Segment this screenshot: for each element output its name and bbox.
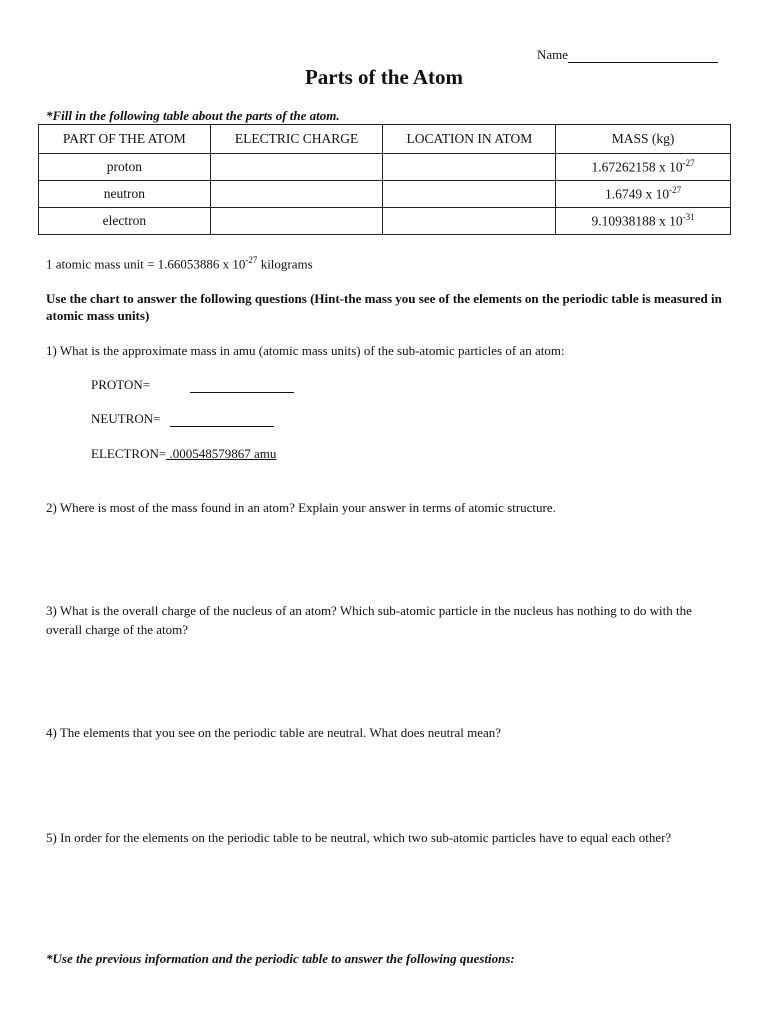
cell-mass: 1.67262158 x $10^{-27}$ (556, 154, 731, 181)
proton-answer-line (91, 377, 294, 393)
cell-charge[interactable] (210, 154, 383, 181)
hint-text: Use the chart to answer the following questions (Hint-the mass you see of the elements on the periodic table is measured in atomic mass units) (46, 291, 722, 323)
question-1: 1) What is the approximate mass in amu (atomic mass units) of the sub-atomic particles of an atom: (46, 343, 565, 358)
column-header: LOCATION IN ATOM (383, 125, 556, 154)
amu-conversion: 1 atomic mass unit = 1.66053886 x $10^{-27}$ kilograms (46, 255, 313, 272)
table-row (39, 181, 731, 208)
table-row (39, 154, 731, 181)
neutron-answer-line (91, 411, 274, 427)
cell-charge[interactable] (210, 181, 383, 208)
cell-location[interactable] (383, 181, 556, 208)
parts-table (38, 124, 731, 235)
cell-part: electron (39, 208, 211, 235)
page-title: Parts of the Atom (304, 65, 464, 89)
cell-mass: 1.6749 x $10^{-27}$ (556, 181, 731, 208)
final-instruction: *Use the previous information and the periodic table to answer the following questions: (46, 951, 515, 966)
electron-label: ELECTRON= (91, 446, 167, 461)
cell-location[interactable] (383, 208, 556, 235)
column-header: PART OF THE ATOM (39, 125, 211, 154)
table-header-row (39, 125, 731, 154)
question-5: 5) In order for the elements on the periodic table to be neutral, which two sub-atomic particles have to equal each other? (46, 830, 672, 845)
column-header: ELECTRIC CHARGE (210, 125, 383, 154)
electron-answer-line (91, 446, 276, 462)
cell-location[interactable] (383, 154, 556, 181)
question-3: 3) What is the overall charge of the nucleus of an atom? Which sub-atomic particle in the nucleus has nothing to do with the overall charge of the atom? (46, 603, 692, 637)
question-4: 4) The elements that you see on the periodic table are neutral. What does neutral mean? (46, 725, 502, 740)
cell-mass: 9.10938188 x $10^{-31}$ (556, 208, 731, 235)
question-2: 2) Where is most of the mass found in an atom? Explain your answer in terms of atomic structure. (46, 500, 556, 515)
proton-label: PROTON= (91, 377, 151, 392)
neutron-blank[interactable] (170, 412, 274, 427)
proton-blank[interactable] (190, 378, 294, 393)
cell-part: proton (39, 154, 211, 181)
neutron-label: NEUTRON= (91, 411, 161, 426)
column-header: MASS (kg) (556, 125, 731, 154)
table-instruction: *Fill in the following table about the parts of the atom. (46, 108, 340, 123)
cell-charge[interactable] (210, 208, 383, 235)
name-blank[interactable] (568, 48, 718, 63)
table-row (39, 208, 731, 235)
name-field (537, 47, 718, 63)
cell-part: neutron (39, 181, 211, 208)
name-label: Name (537, 47, 569, 62)
electron-answer: .000548579867 amu (166, 446, 277, 461)
